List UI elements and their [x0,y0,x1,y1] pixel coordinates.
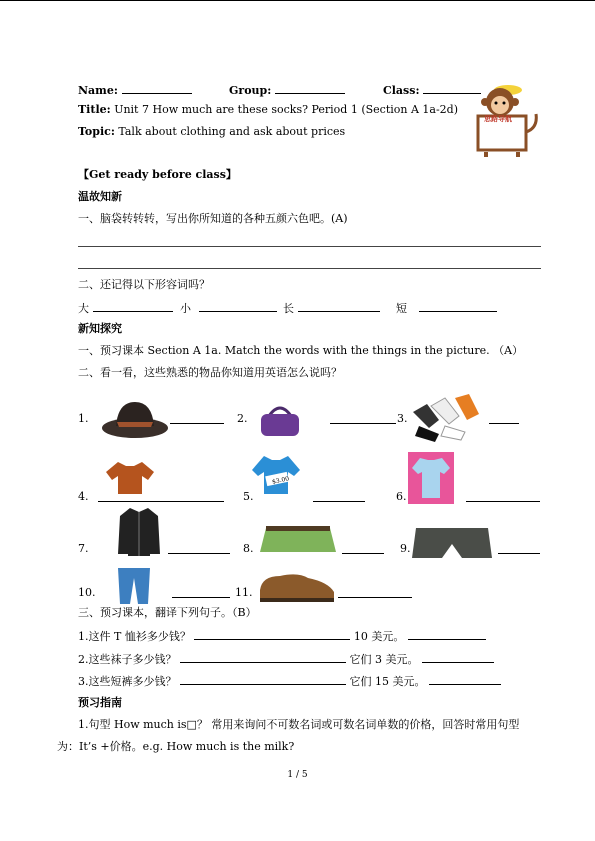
translate-s1-blank-2[interactable] [408,628,486,640]
heading-guide: 预习指南 [78,696,122,709]
translate-s2-answer: 它们 3 美元。 [349,653,419,666]
trousers-icon [116,566,152,606]
adj-big-blank[interactable] [93,300,173,312]
item-number: 11. [235,586,253,599]
item-5-blank[interactable] [313,490,365,502]
translate-s1-blank[interactable] [194,628,350,640]
item-number: 2. [237,412,248,425]
translate-s2-blank[interactable] [180,651,346,663]
jacket-icon [116,504,162,558]
item-11-blank[interactable] [338,586,412,598]
review-q2: 二、还记得以下形容词吗？ [78,278,210,291]
skirt-icon [258,522,338,556]
price-tag: $3.00 [271,475,290,486]
guide-line-2: 为：It’s +价格。e.g. How much is the milk? [57,740,295,753]
page-number: 1 / 5 [287,770,308,780]
heading-explore: 新知探究 [78,322,122,335]
translate-s2: 2.这些袜子多少钱？ [78,653,177,666]
translate-s1: 1.这件 T 恤衫多少钱？ [78,630,191,643]
item-10-blank[interactable] [172,586,230,598]
item-number: 9. [400,542,411,555]
translate-s1-answer: 10 美元。 [353,630,405,643]
translate-s2-blank-2[interactable] [422,651,494,663]
translate-s3: 3.这些短裤多少钱？ [78,675,177,688]
item-4-blank[interactable] [98,490,224,502]
item-8-blank[interactable] [342,542,384,554]
shorts-icon [410,524,494,568]
item-number: 3. [397,412,408,425]
adj-small-blank[interactable] [199,300,277,312]
badge-text: 思路导航 [484,114,512,123]
answer-line-1[interactable] [78,246,541,247]
explore-q1: 一、预习课本 Section A 1a. Match the words with the things in the picture. （A） [78,344,524,357]
item-2-blank[interactable] [330,412,396,424]
adj-long-blank[interactable] [298,300,380,312]
answer-line-2[interactable] [78,268,541,269]
name-blank[interactable] [122,82,192,94]
item-number: 10. [78,586,96,599]
group-blank[interactable] [275,82,345,94]
translate-s3-answer: 它们 15 美元。 [349,675,426,688]
adj-short-blank[interactable] [419,300,497,312]
class-label: Class: [383,84,420,97]
item-number: 7. [78,542,89,555]
hat-icon [100,400,170,444]
item-number: 5. [243,490,254,503]
item-number: 4. [78,490,89,503]
adj-big: 大 [78,302,89,315]
item-number: 6. [396,490,407,503]
socks-icon [405,392,487,446]
translate-heading: 三、预习课本，翻译下列句子。（B） [78,606,257,619]
name-label: Name: [78,84,118,97]
translate-s3-blank[interactable] [180,673,346,685]
handbag-icon [255,400,305,440]
explore-q2: 二、看一看，这些熟悉的物品你知道用英语怎么说吗？ [78,366,342,379]
topic-line: Topic: Talk about clothing and ask about prices [78,125,346,138]
page-top-border [0,0,595,1]
adj-short: 短 [396,302,407,315]
review-q1: 一、脑袋转转转，写出你所知道的各种五颜六色吧。(A) [78,212,348,225]
translate-s3-blank-2[interactable] [429,673,501,685]
item-3-blank[interactable] [489,412,519,424]
adj-small: 小 [180,302,191,315]
item-number: 1. [78,412,89,425]
adj-long: 长 [283,302,294,315]
group-label: Group: [229,84,272,97]
shoe-icon [256,568,338,606]
item-6-blank[interactable] [466,490,540,502]
guide-line-1: 1.句型 How much is□？ 常用来询问不可数名词或可数名词单数的价格，回答时常用句型 [78,718,520,731]
item-1-blank[interactable] [170,412,224,424]
section-get-ready: 【Get ready before class】 [78,168,237,181]
item-9-blank[interactable] [498,542,540,554]
item-7-blank[interactable] [168,542,230,554]
title-line: Title: Unit 7 How much are these socks? Period 1 (Section A 1a-2d) [78,103,459,116]
heading-review: 温故知新 [78,190,122,203]
shirt-icon [408,452,454,504]
item-number: 8. [243,542,254,555]
